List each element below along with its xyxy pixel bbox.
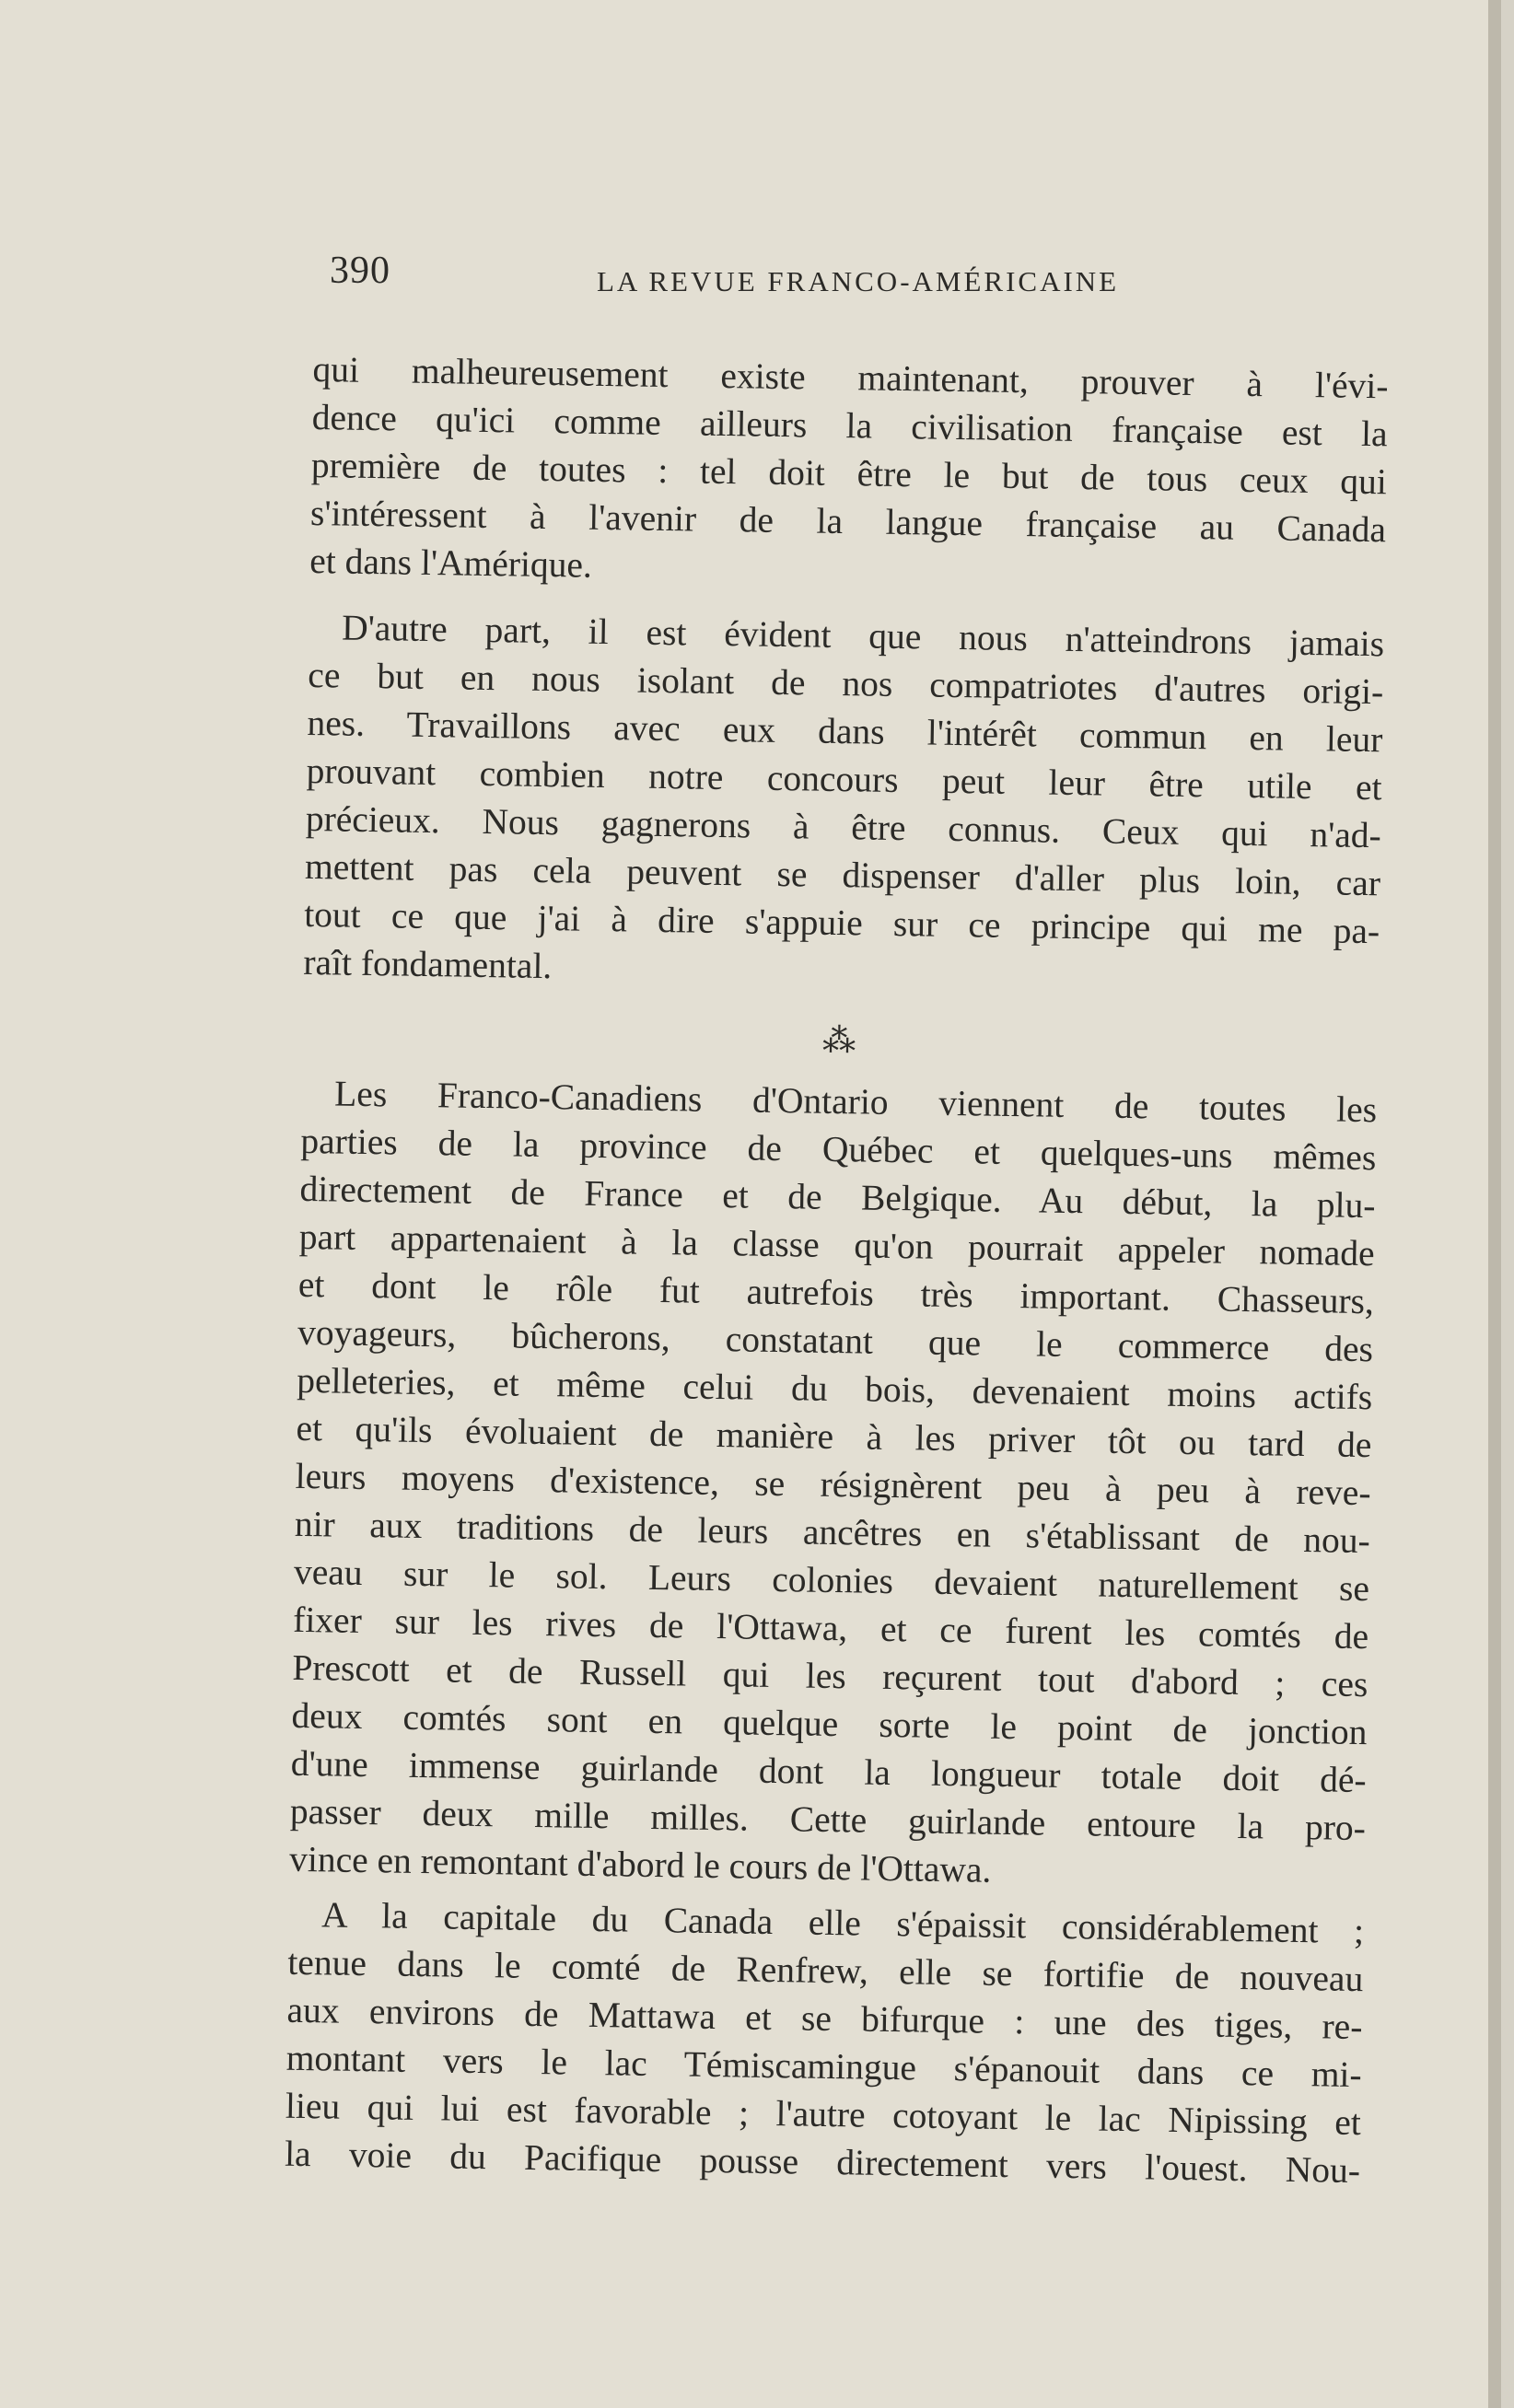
section-separator: ⁂ (821, 1021, 858, 1060)
text-line: lieu qui lui est favorable ; l'autre cotoyant le lac Nipissing et (285, 2085, 1362, 2144)
text-line: prouvant combien notre concours peut leur être utile et (306, 750, 1382, 808)
text-line: précieux. Nous gagnerons à être connus. Ceux qui n'ad- (305, 797, 1382, 856)
text-line: passer deux mille milles. Cette guirlande entoure la pro- (289, 1790, 1367, 1849)
text-line: directement de France et de Belgique. Au début, la plu- (299, 1168, 1376, 1227)
text-line: ce but en nous isolant de nos compatriotes d'autres origi- (308, 654, 1384, 713)
text-line: mettent pas cela peuvent se dispenser d'aller plus loin, car (304, 845, 1381, 904)
text-line: nes. Travaillons avec eux dans l'intérêt commun en leur (307, 702, 1383, 761)
text-line: raît fondamental. (303, 941, 553, 987)
text-line: et qu'ils évoluaient de manière à les priver tôt ou tard de (296, 1407, 1372, 1466)
text-line: parties de la province de Québec et quelques-uns mêmes (300, 1120, 1377, 1179)
text-line: pelleteries, et même celui du bois, devenaient moins actifs (296, 1359, 1373, 1418)
page-header (330, 249, 1398, 304)
text-line: d'une immense guirlande dont la longueur totale doit dé- (290, 1742, 1368, 1801)
text-line: A la capitale du Canada elle s'épaissit considérablement ; (320, 1894, 1365, 1952)
text-line: part appartenaient à la classe qu'on pourrait appeler nomade (298, 1216, 1375, 1274)
text-line: D'autre part, il est évident que nous n'atteindrons jamais (341, 607, 1385, 665)
text-line: dence qu'ici comme ailleurs la civilisation française est la (311, 396, 1388, 455)
paragraph (309, 345, 1389, 601)
running-head: LA REVUE FRANCO-AMÉRICAINE (597, 265, 1120, 297)
text-line: première de toutes : tel doit être le but de tous ceux qui (310, 444, 1388, 503)
text-line: veau sur le sol. Leurs colonies devaient naturellement se (293, 1551, 1370, 1610)
paragraph (303, 603, 1384, 1003)
text-line: Prescott et de Russell qui les reçurent tout d'abord ; ces (292, 1646, 1368, 1705)
text-line: leurs moyens d'existence, se résignèrent peu à peu à reve- (295, 1455, 1371, 1514)
paragraph (285, 1890, 1365, 2194)
page-number: 390 (330, 250, 390, 292)
page-body (285, 345, 1389, 2194)
text-line: voyageurs, bûcherons, constatant que le commerce des (297, 1311, 1374, 1370)
text-line: montant vers le lac Témiscamingue s'épanouit dans ce mi- (285, 2037, 1362, 2096)
paragraph (289, 1069, 1378, 1900)
text-line: nir aux traditions de leurs ancêtres en s'établissant de nou- (294, 1503, 1371, 1562)
page-edge (1488, 0, 1501, 2408)
text-line: et dont le rôle fut autrefois très important. Chasseurs, (297, 1263, 1375, 1322)
text-line: tenue dans le comté de Renfrew, elle se fortifie de nouveau (287, 1941, 1364, 2000)
text-line: s'intéressent à l'avenir de la langue française au Canada (309, 492, 1387, 551)
text-line: aux environs de Mattawa et se bifurque : une des tiges, re- (286, 1989, 1363, 2048)
text-line: la voie du Pacifique pousse directement vers l'ouest. Nou- (284, 2133, 1361, 2192)
text-line: vince en remontant d'abord le cours de l'Ottawa. (288, 1838, 992, 1890)
text-line: et dans l'Amérique. (309, 540, 593, 586)
text-line: fixer sur les rives de l'Ottawa, et ce furent les comtés de (292, 1599, 1369, 1658)
text-line: deux comtés sont en quelque sorte le point de jonction (291, 1694, 1368, 1753)
text-line: qui malheureusement existe maintenant, prouver à l'évi- (312, 348, 1389, 407)
text-line: tout ce que j'ai à dire s'appuie sur ce principe qui me pa- (303, 893, 1380, 952)
text-line: Les Franco-Canadiens d'Ontario viennent de toutes les (333, 1073, 1378, 1131)
